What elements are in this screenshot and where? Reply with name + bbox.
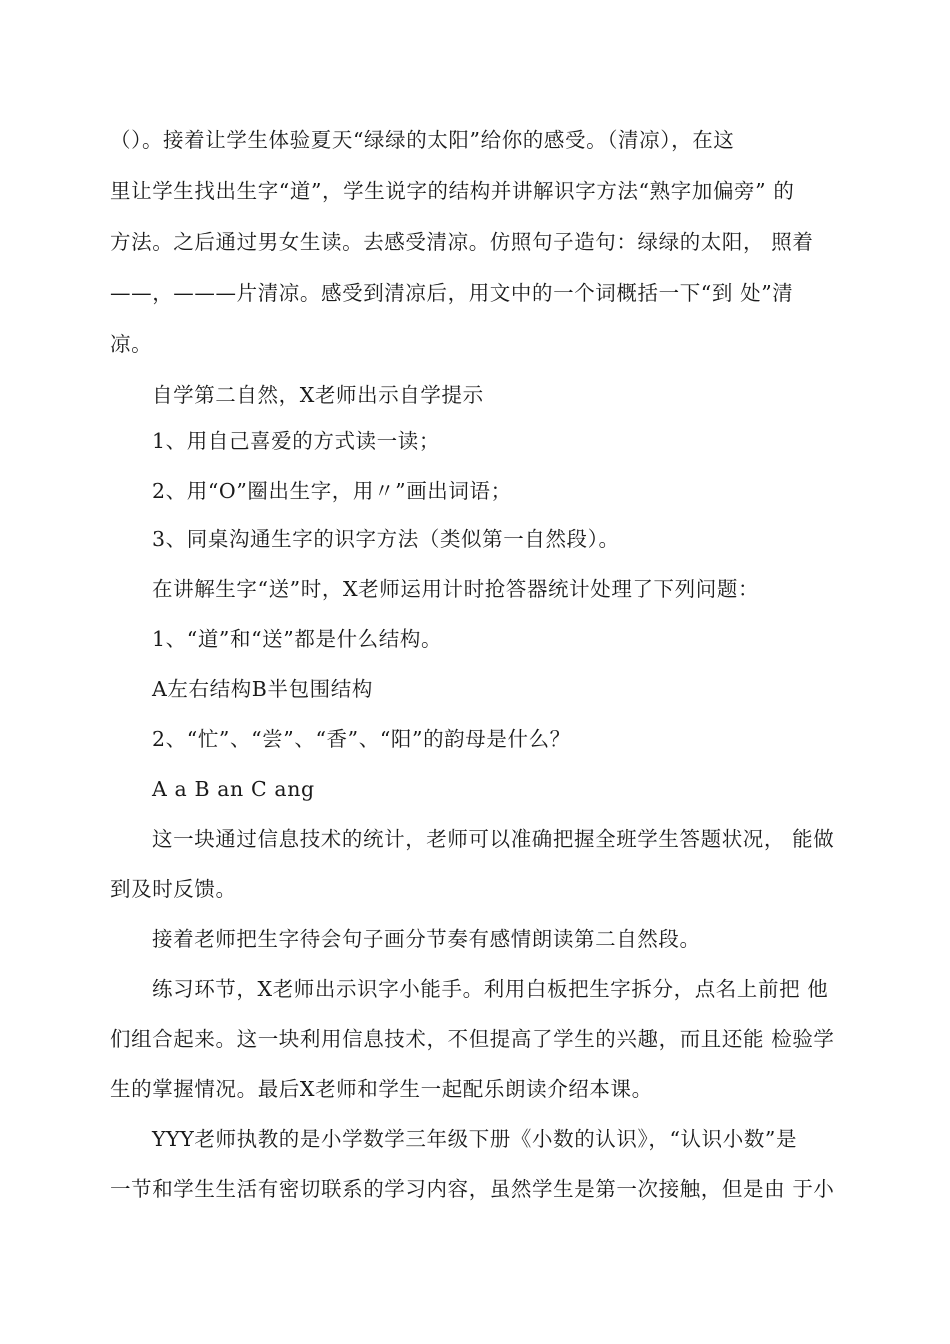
text-line: 到及时反馈。 (110, 877, 237, 901)
text-line: 练习环节，X老师出示识字小能手。利用白板把生字拆分，点名上前把 他 (152, 977, 829, 1001)
text-line: 接着老师把生字待会句子画分节奏有感情朗读第二自然段。 (152, 927, 701, 951)
text-line: 方法。之后通过男女生读。去感受清凉。仿照句子造句：绿绿的太阳， 照着 (110, 230, 814, 254)
text-line: 在讲解生字“送”时，X老师运用计时抢答器统计处理了下列问题： (152, 577, 760, 601)
text-line: 自学第二自然，X老师出示自学提示 (152, 383, 484, 407)
text-line: 这一块通过信息技术的统计，老师可以准确把握全班学生答题状况， 能做 (152, 827, 835, 851)
text-line: 1、用自己喜爱的方式读一读； (152, 429, 440, 453)
text-line: 2、用“O”圈出生字，用〃”画出词语； (152, 479, 512, 503)
text-line: A左右结构B半包围结构 (152, 677, 373, 701)
text-line: 生的掌握情况。最后X老师和学生一起配乐朗读介绍本课。 (110, 1077, 653, 1101)
text-line: ——，———片清凉。感受到清凉后，用文中的一个词概括一下“到 处”清 (110, 281, 794, 305)
text-line: 2、“忙”、“尝”、“香”、“阳”的韵母是什么？ (152, 727, 571, 751)
text-line: 3、同桌沟通生字的识字方法（类似第一自然段）。 (152, 527, 620, 551)
text-line: 1、“道”和“送”都是什么结构。 (152, 627, 443, 651)
text-line: 凉。 (110, 332, 153, 356)
text-line: YYY老师执教的是小学数学三年级下册《小数的认识》，“认识小数”是 (152, 1127, 798, 1151)
text-line: 一节和学生生活有密切联系的学习内容，虽然学生是第一次接触，但是由 于小 (110, 1177, 835, 1201)
text-line: 们组合起来。这一块利用信息技术，不但提高了学生的兴趣，而且还能 检验学 (110, 1027, 835, 1051)
text-line: A a B an C ang (152, 777, 315, 801)
text-line: 里让学生找出生字“道”，学生说字的结构并讲解识字方法“熟字加偏旁” 的 (110, 179, 795, 203)
text-line: （）。接着让学生体验夏天“绿绿的太阳”给你的感受。（清凉），在这 (110, 128, 735, 152)
